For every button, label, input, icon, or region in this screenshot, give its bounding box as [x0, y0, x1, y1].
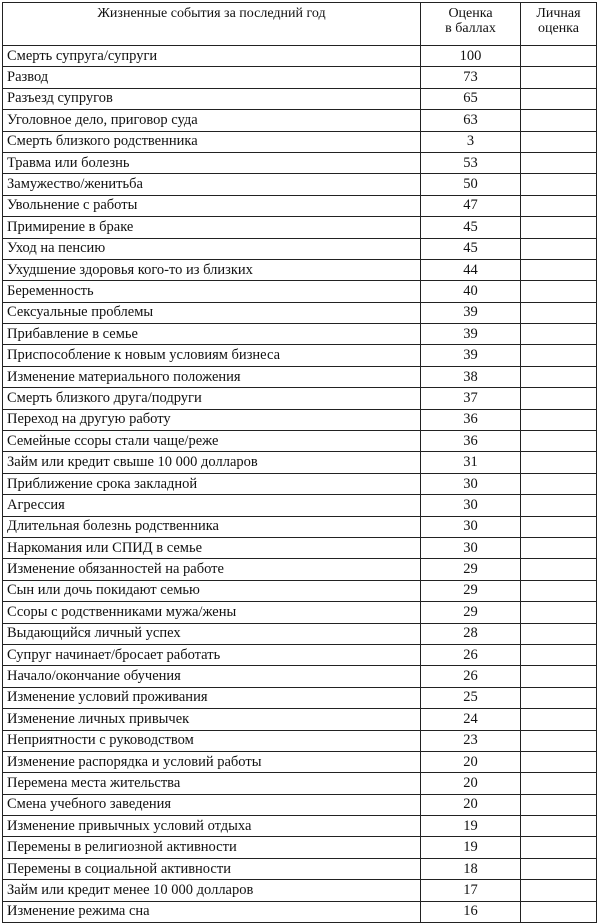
personal-score-cell — [521, 195, 597, 216]
life-events-table — [2, 2, 597, 923]
personal-score-cell — [521, 259, 597, 280]
table-row — [3, 88, 597, 109]
score-cell: 29 — [421, 559, 521, 580]
event-cell: Перемены в социальной активности — [3, 858, 421, 879]
score-cell: 29 — [421, 602, 521, 623]
score-cell: 30 — [421, 537, 521, 558]
personal-score-cell — [521, 709, 597, 730]
header-score — [421, 3, 521, 46]
event-cell: Разъезд супругов — [3, 88, 421, 109]
table-row — [3, 495, 597, 516]
table-row — [3, 324, 597, 345]
event-cell: Приближение срока закладной — [3, 473, 421, 494]
score-cell: 39 — [421, 345, 521, 366]
personal-score-cell — [521, 816, 597, 837]
personal-score-cell — [521, 751, 597, 772]
personal-score-cell — [521, 901, 597, 922]
event-cell: Смерть близкого родственника — [3, 131, 421, 152]
event-cell: Ухудшение здоровья кого-то из близких — [3, 259, 421, 280]
score-cell: 16 — [421, 901, 521, 922]
event-cell: Увольнение с работы — [3, 195, 421, 216]
score-cell: 38 — [421, 366, 521, 387]
score-cell: 63 — [421, 110, 521, 131]
personal-score-cell — [521, 131, 597, 152]
table-row — [3, 751, 597, 772]
event-cell: Ссоры с родственниками мужа/жены — [3, 602, 421, 623]
table-row — [3, 409, 597, 430]
event-cell: Изменение режима сна — [3, 901, 421, 922]
table-row — [3, 816, 597, 837]
score-cell: 31 — [421, 452, 521, 473]
score-cell: 39 — [421, 324, 521, 345]
personal-score-cell — [521, 858, 597, 879]
score-cell: 50 — [421, 174, 521, 195]
event-cell: Семейные ссоры стали чаще/реже — [3, 431, 421, 452]
score-cell: 36 — [421, 409, 521, 430]
score-cell: 45 — [421, 217, 521, 238]
score-cell: 24 — [421, 709, 521, 730]
header-personal-line1: Личная — [536, 6, 581, 21]
score-cell: 44 — [421, 259, 521, 280]
table-row — [3, 388, 597, 409]
event-cell: Беременность — [3, 281, 421, 302]
personal-score-cell — [521, 516, 597, 537]
score-cell: 19 — [421, 837, 521, 858]
table-row — [3, 516, 597, 537]
table-row — [3, 67, 597, 88]
score-cell: 20 — [421, 794, 521, 815]
score-cell: 20 — [421, 773, 521, 794]
score-cell: 73 — [421, 67, 521, 88]
score-cell: 100 — [421, 46, 521, 67]
table-row — [3, 110, 597, 131]
table-row — [3, 794, 597, 815]
event-cell: Примирение в браке — [3, 217, 421, 238]
personal-score-cell — [521, 110, 597, 131]
table-row — [3, 473, 597, 494]
event-cell: Замужество/женитьба — [3, 174, 421, 195]
table-row — [3, 858, 597, 879]
table-row — [3, 644, 597, 665]
table-row — [3, 580, 597, 601]
event-cell: Супруг начинает/бросает работать — [3, 644, 421, 665]
personal-score-cell — [521, 452, 597, 473]
header-row — [3, 3, 597, 46]
personal-score-cell — [521, 409, 597, 430]
personal-score-cell — [521, 174, 597, 195]
table-row — [3, 880, 597, 901]
table-row — [3, 837, 597, 858]
event-cell: Изменение материального положения — [3, 366, 421, 387]
table-row — [3, 152, 597, 173]
table-row — [3, 259, 597, 280]
personal-score-cell — [521, 388, 597, 409]
score-cell: 19 — [421, 816, 521, 837]
personal-score-cell — [521, 644, 597, 665]
event-cell: Неприятности с руководством — [3, 730, 421, 751]
personal-score-cell — [521, 281, 597, 302]
personal-score-cell — [521, 217, 597, 238]
score-cell: 23 — [421, 730, 521, 751]
table-row — [3, 537, 597, 558]
table-row — [3, 238, 597, 259]
table-row — [3, 709, 597, 730]
score-cell: 30 — [421, 473, 521, 494]
personal-score-cell — [521, 602, 597, 623]
header-personal-line2: оценка — [537, 21, 579, 36]
personal-score-cell — [521, 324, 597, 345]
score-cell: 17 — [421, 880, 521, 901]
table-row — [3, 773, 597, 794]
personal-score-cell — [521, 473, 597, 494]
personal-score-cell — [521, 687, 597, 708]
personal-score-cell — [521, 666, 597, 687]
score-cell: 37 — [421, 388, 521, 409]
personal-score-cell — [521, 302, 597, 323]
event-cell: Наркомания или СПИД в семье — [3, 537, 421, 558]
personal-score-cell — [521, 431, 597, 452]
header-score-line2: в баллах — [445, 21, 496, 36]
score-cell: 26 — [421, 666, 521, 687]
event-cell: Займ или кредит свыше 10 000 долларов — [3, 452, 421, 473]
event-cell: Переход на другую работу — [3, 409, 421, 430]
table-row — [3, 131, 597, 152]
personal-score-cell — [521, 495, 597, 516]
table-row — [3, 195, 597, 216]
score-cell: 45 — [421, 238, 521, 259]
event-cell: Смерть супруга/супруги — [3, 46, 421, 67]
event-cell: Смерть близкого друга/подруги — [3, 388, 421, 409]
personal-score-cell — [521, 537, 597, 558]
personal-score-cell — [521, 837, 597, 858]
table-row — [3, 174, 597, 195]
table-row — [3, 730, 597, 751]
table-row — [3, 217, 597, 238]
personal-score-cell — [521, 67, 597, 88]
table-header — [3, 3, 597, 46]
table-row — [3, 345, 597, 366]
event-cell: Длительная болезнь родственника — [3, 516, 421, 537]
event-cell: Займ или кредит менее 10 000 долларов — [3, 880, 421, 901]
personal-score-cell — [521, 152, 597, 173]
event-cell: Изменение условий проживания — [3, 687, 421, 708]
score-cell: 65 — [421, 88, 521, 109]
personal-score-cell — [521, 559, 597, 580]
table-row — [3, 366, 597, 387]
event-cell: Сексуальные проблемы — [3, 302, 421, 323]
event-cell: Уголовное дело, приговор суда — [3, 110, 421, 131]
event-cell: Сын или дочь покидают семью — [3, 580, 421, 601]
score-cell: 30 — [421, 516, 521, 537]
personal-score-cell — [521, 580, 597, 601]
score-cell: 3 — [421, 131, 521, 152]
header-event: Жизненные события за последний год — [3, 3, 421, 46]
event-cell: Прибавление в семье — [3, 324, 421, 345]
personal-score-cell — [521, 730, 597, 751]
personal-score-cell — [521, 366, 597, 387]
personal-score-cell — [521, 46, 597, 67]
header-score-line1: Оценка — [448, 6, 493, 21]
event-cell: Перемена места жительства — [3, 773, 421, 794]
score-cell: 29 — [421, 580, 521, 601]
event-cell: Выдающийся личный успех — [3, 623, 421, 644]
personal-score-cell — [521, 794, 597, 815]
event-cell: Приспособление к новым условиям бизнеса — [3, 345, 421, 366]
event-cell: Травма или болезнь — [3, 152, 421, 173]
score-cell: 20 — [421, 751, 521, 772]
table-row — [3, 687, 597, 708]
score-cell: 36 — [421, 431, 521, 452]
table-row — [3, 431, 597, 452]
score-cell: 25 — [421, 687, 521, 708]
score-cell: 30 — [421, 495, 521, 516]
table-row — [3, 602, 597, 623]
personal-score-cell — [521, 773, 597, 794]
table-row — [3, 666, 597, 687]
table-row — [3, 46, 597, 67]
score-cell: 39 — [421, 302, 521, 323]
table-body — [3, 46, 597, 923]
personal-score-cell — [521, 88, 597, 109]
event-cell: Изменение привычных условий отдыха — [3, 816, 421, 837]
score-cell: 26 — [421, 644, 521, 665]
score-cell: 28 — [421, 623, 521, 644]
score-cell: 18 — [421, 858, 521, 879]
table-row — [3, 623, 597, 644]
event-cell: Перемены в религиозной активности — [3, 837, 421, 858]
personal-score-cell — [521, 880, 597, 901]
personal-score-cell — [521, 238, 597, 259]
personal-score-cell — [521, 623, 597, 644]
event-cell: Развод — [3, 67, 421, 88]
table-row — [3, 901, 597, 922]
personal-score-cell — [521, 345, 597, 366]
event-cell: Уход на пенсию — [3, 238, 421, 259]
header-personal — [521, 3, 597, 46]
event-cell: Начало/окончание обучения — [3, 666, 421, 687]
event-cell: Изменение личных привычек — [3, 709, 421, 730]
table-row — [3, 281, 597, 302]
table-row — [3, 452, 597, 473]
score-cell: 40 — [421, 281, 521, 302]
event-cell: Изменение распорядка и условий работы — [3, 751, 421, 772]
event-cell: Изменение обязанностей на работе — [3, 559, 421, 580]
score-cell: 53 — [421, 152, 521, 173]
table-row — [3, 302, 597, 323]
score-cell: 47 — [421, 195, 521, 216]
event-cell: Смена учебного заведения — [3, 794, 421, 815]
table-row — [3, 559, 597, 580]
event-cell: Агрессия — [3, 495, 421, 516]
